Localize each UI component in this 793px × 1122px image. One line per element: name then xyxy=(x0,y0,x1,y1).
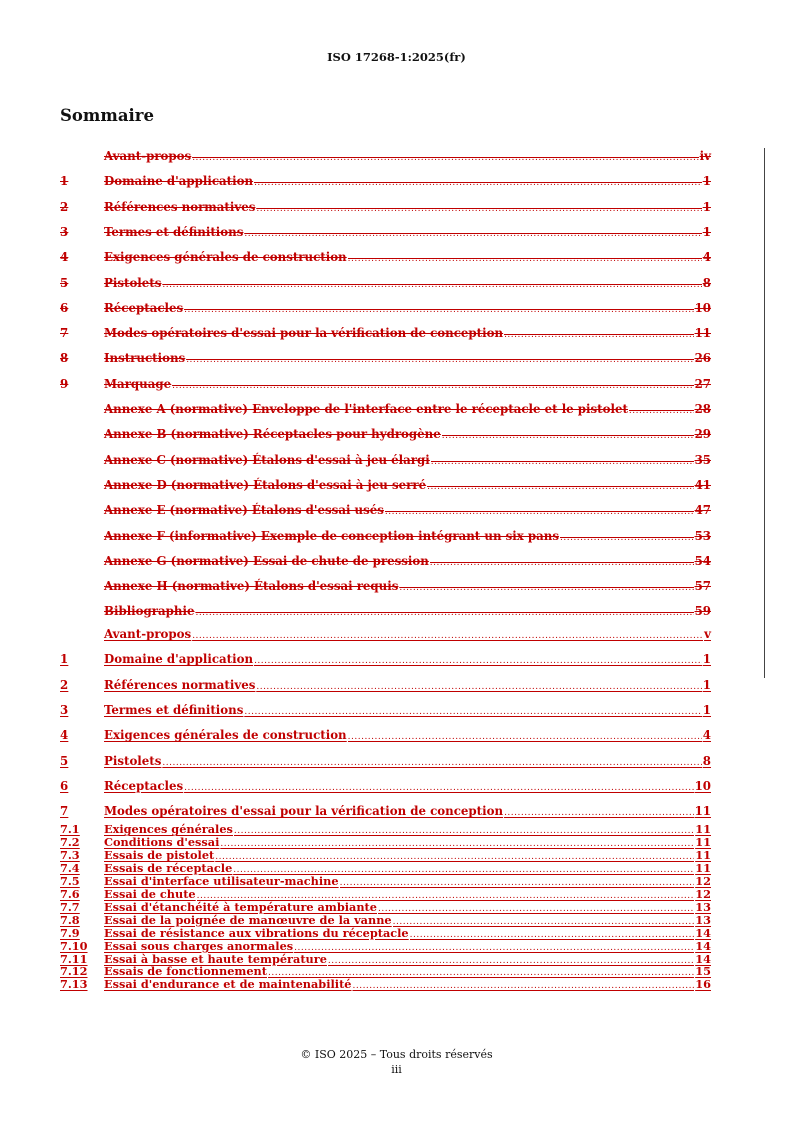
toc-entry-title: Modes opératoires d'essai pour la vérification de conception xyxy=(104,804,504,819)
toc-entry[interactable] xyxy=(60,703,711,717)
toc-entry-page: 14 xyxy=(695,925,711,940)
toc-entry-page: 12 xyxy=(695,873,711,888)
toc-entry-title: Avant-propos xyxy=(104,627,192,641)
toc-entry-leader xyxy=(192,153,698,163)
toc-entry[interactable] xyxy=(60,848,711,862)
toc-title: Sommaire xyxy=(60,106,154,125)
toc-entry-leader xyxy=(184,305,693,315)
toc-entry-number: 2 xyxy=(60,199,69,214)
toc-entry-leader xyxy=(244,707,701,717)
toc-entry-title: Marquage xyxy=(104,376,172,391)
toc-entry-page: 57 xyxy=(694,579,711,594)
toc-entry-page: 54 xyxy=(694,553,711,568)
toc-entry[interactable] xyxy=(60,804,711,818)
toc-entry-leader xyxy=(427,482,694,492)
toc-entry-page: 15 xyxy=(695,964,711,979)
toc-entry-number: 7.6 xyxy=(60,886,80,901)
toc-entry-leader xyxy=(352,981,694,991)
toc-entry-page: 1 xyxy=(702,702,711,717)
toc-entry-leader xyxy=(385,507,694,517)
toc-entry-title: Essais de réceptacle xyxy=(104,860,233,875)
toc-entry-title: Essai sous charges anormales xyxy=(104,938,294,953)
toc-entry[interactable] xyxy=(60,554,711,568)
toc-entry-title: Essais de pistolet xyxy=(104,847,215,862)
toc-entry-number: 3 xyxy=(60,702,69,717)
toc-entry-title: Domaine d'application xyxy=(104,174,254,189)
toc-entry-page: v xyxy=(704,627,711,641)
toc-entry-number: 7.4 xyxy=(60,860,80,875)
toc-entry-leader xyxy=(186,355,693,365)
toc-entry-page: 14 xyxy=(695,951,711,966)
toc-entry-leader xyxy=(172,381,693,391)
toc-entry-title: Références normatives xyxy=(104,199,256,214)
toc-entry-page: 11 xyxy=(694,326,711,341)
toc-entry-number: 6 xyxy=(60,300,69,315)
toc-entry-title: Domaine d'application xyxy=(104,652,254,667)
toc-entry[interactable] xyxy=(60,874,711,888)
toc-entry-leader xyxy=(256,204,701,214)
toc-entry-title: Exigences générales de construction xyxy=(104,728,347,743)
toc-entry-leader xyxy=(244,229,701,239)
toc-entry[interactable] xyxy=(60,427,711,441)
toc-entry-page: 11 xyxy=(695,847,711,862)
toc-entry[interactable] xyxy=(60,779,711,793)
toc-entry[interactable] xyxy=(60,926,711,940)
toc-entry-leader xyxy=(431,457,694,467)
toc-entry[interactable] xyxy=(60,964,711,978)
toc-entry-page: 1 xyxy=(702,199,711,214)
toc-entry-page: 8 xyxy=(702,753,711,768)
toc-entry[interactable] xyxy=(60,977,711,991)
toc-entry-number: 9 xyxy=(60,376,69,391)
toc-entry[interactable] xyxy=(60,913,711,927)
toc-entry[interactable] xyxy=(60,678,711,692)
toc-entry-leader xyxy=(162,758,701,768)
toc-entry-number: 7.7 xyxy=(60,899,80,914)
toc-entry-page: 1 xyxy=(702,652,711,667)
toc-entry-title: Bibliographie xyxy=(104,604,195,619)
toc-entry[interactable] xyxy=(60,604,711,618)
toc-entry-title: Essai à basse et haute température xyxy=(104,951,327,966)
toc-entry-page: 35 xyxy=(694,452,711,467)
toc-entry-leader xyxy=(442,431,694,441)
toc-entry-page: 4 xyxy=(702,250,711,265)
toc-entry-title: Annexe G (normative) Essai de chute de pression xyxy=(104,553,429,568)
toc-entry[interactable] xyxy=(60,351,711,365)
toc-entry-title: Annexe H (normative) Étalons d'essai requis xyxy=(104,579,399,594)
toc-entry-number: 5 xyxy=(60,753,69,768)
toc-entry-title: Conditions d'essai xyxy=(104,834,220,849)
toc-entry[interactable] xyxy=(60,652,711,666)
toc-entry-title: Réceptacles xyxy=(104,778,184,793)
toc-entry-number: 7 xyxy=(60,326,69,341)
toc-entry-title: Termes et définitions xyxy=(104,702,244,717)
toc-entry-title: Essai de résistance aux vibrations du réceptacle xyxy=(104,925,409,940)
toc-entry[interactable] xyxy=(60,887,711,901)
toc-entry-title: Références normatives xyxy=(104,677,256,692)
toc-entry-title: Annexe E (normative) Étalons d'essai usés xyxy=(104,503,384,518)
toc-entry[interactable] xyxy=(60,478,711,492)
toc-entry-number: 6 xyxy=(60,778,69,793)
toc-entry-number: 4 xyxy=(60,728,69,743)
toc-entry-number: 8 xyxy=(60,351,69,366)
toc-entry[interactable] xyxy=(60,900,711,914)
toc-entry[interactable] xyxy=(60,402,711,416)
toc-entry-leader xyxy=(504,808,694,818)
toc-entry-number: 7.9 xyxy=(60,925,80,940)
toc-entry-title: Annexe B (normative) Réceptacles pour hydrogène xyxy=(104,427,441,442)
toc-entry-page: 26 xyxy=(694,351,711,366)
toc-entry-title: Avant-propos xyxy=(104,149,192,163)
toc-entry-page: 12 xyxy=(695,886,711,901)
footer-page-number: iii xyxy=(391,1063,402,1076)
toc-entry-page: 53 xyxy=(694,528,711,543)
toc-entry-number: 3 xyxy=(60,224,69,239)
toc-entry-page: 4 xyxy=(702,728,711,743)
toc-entry-page: 14 xyxy=(695,938,711,953)
toc-entry-page: 11 xyxy=(695,834,711,849)
toc-entry-number: 7.8 xyxy=(60,912,80,927)
toc-entry-page: 1 xyxy=(702,174,711,189)
toc-entry-page: 27 xyxy=(694,376,711,391)
toc-entry-title: Pistolets xyxy=(104,753,162,768)
toc-entry-leader xyxy=(399,583,693,593)
toc-entry[interactable] xyxy=(60,754,711,768)
toc-entry-page: 8 xyxy=(702,275,711,290)
toc-entry-page: 1 xyxy=(702,677,711,692)
toc-entry-leader xyxy=(256,682,701,692)
toc-entry-page: 47 xyxy=(694,503,711,518)
toc-entry[interactable] xyxy=(60,326,711,340)
toc-entry-leader xyxy=(504,330,694,340)
toc-entry-number: 5 xyxy=(60,275,69,290)
toc-entry[interactable] xyxy=(60,627,711,641)
toc-entry-number: 7.13 xyxy=(60,977,88,992)
toc-entry-title: Annexe A (normative) Enveloppe de l'interface entre le réceptacle et le pistolet xyxy=(104,402,628,416)
toc-entry[interactable] xyxy=(60,952,711,966)
toc-entry-page: 16 xyxy=(695,977,711,992)
toc-entry-number: 7.10 xyxy=(60,938,88,953)
toc-entry[interactable] xyxy=(60,728,711,742)
toc-entry-leader xyxy=(348,254,702,264)
toc-entry-page: 28 xyxy=(694,402,711,416)
toc-entry-page: 41 xyxy=(694,477,711,492)
toc-entry-leader xyxy=(162,280,701,290)
toc-entry[interactable] xyxy=(60,939,711,953)
toc-entry-number: 7.5 xyxy=(60,873,80,888)
toc-entry[interactable] xyxy=(60,250,711,264)
toc-entry-leader xyxy=(629,406,694,416)
toc-entry[interactable] xyxy=(60,579,711,593)
toc-entry-page: 13 xyxy=(695,899,711,914)
toc-entry-title: Réceptacles xyxy=(104,300,184,315)
toc-entry[interactable] xyxy=(60,822,711,836)
toc-entry[interactable] xyxy=(60,453,711,467)
document-header: ISO 17268-1:2025(fr) xyxy=(327,50,466,64)
toc-entry-leader xyxy=(560,533,694,543)
toc-entry[interactable] xyxy=(60,377,711,391)
toc-entry[interactable] xyxy=(60,503,711,517)
toc-entry[interactable] xyxy=(60,174,711,188)
footer-copyright: © ISO 2025 – Tous droits réservés xyxy=(300,1048,493,1061)
toc-entry-title: Essai d'étanchéité à température ambiante xyxy=(104,899,377,914)
toc-entry-title: Essai de chute xyxy=(104,886,196,901)
toc-entry-number: 4 xyxy=(60,250,69,265)
toc-entry-title: Pistolets xyxy=(104,275,162,290)
toc-entry-page: 10 xyxy=(694,778,711,793)
toc-entry-number: 7.11 xyxy=(60,951,88,966)
toc-entry-page: 59 xyxy=(694,604,711,619)
toc-entry-leader xyxy=(195,608,693,618)
revision-change-bar xyxy=(764,148,765,678)
toc-entry-number: 7.2 xyxy=(60,834,80,849)
toc-entry-page: 11 xyxy=(694,804,711,819)
toc-entry-page: 29 xyxy=(694,427,711,442)
toc-entry-title: Annexe C (normative) Étalons d'essai à jeu élargi xyxy=(104,452,430,467)
toc-entry-number: 1 xyxy=(60,652,69,667)
toc-entry[interactable] xyxy=(60,835,711,849)
toc-entry[interactable] xyxy=(60,225,711,239)
toc-entry-leader xyxy=(254,656,702,666)
toc-entry-title: Annexe D (normative) Étalons d'essai à jeu serré xyxy=(104,477,427,492)
toc-entry-number: 7 xyxy=(60,804,69,819)
toc-entry-page: 13 xyxy=(695,912,711,927)
toc-entry-page: 10 xyxy=(694,300,711,315)
toc-entry-number: 1 xyxy=(60,174,69,189)
toc-entry-title: Instructions xyxy=(104,351,186,366)
toc-entry-leader xyxy=(192,631,703,641)
toc-entry-title: Essais de fonctionnement xyxy=(104,964,267,979)
toc-entry-title: Essai d'interface utilisateur-machine xyxy=(104,873,339,888)
toc-entry[interactable] xyxy=(60,149,711,163)
toc-entry-leader xyxy=(184,783,693,793)
toc-entry-number: 7.12 xyxy=(60,964,88,979)
toc-entry-number: 7.1 xyxy=(60,822,80,836)
toc-entry-page: 1 xyxy=(702,224,711,239)
toc-entry-page: iv xyxy=(699,149,711,163)
toc-entry-title: Termes et définitions xyxy=(104,224,244,239)
toc-entry-title: Essai d'endurance et de maintenabilité xyxy=(104,977,352,992)
toc-entry-title: Exigences générales xyxy=(104,822,233,836)
toc-entry-page: 11 xyxy=(695,860,711,875)
toc-entry-title: Essai de la poignée de manœuvre de la vanne xyxy=(104,912,392,927)
toc-entry-leader xyxy=(348,732,702,742)
toc-entry[interactable] xyxy=(60,276,711,290)
toc-entry-title: Annexe F (informative) Exemple de conception intégrant un six pans xyxy=(104,528,559,543)
toc-entry[interactable] xyxy=(60,301,711,315)
toc-entry-number: 7.3 xyxy=(60,847,80,862)
toc-entry-title: Exigences générales de construction xyxy=(104,250,347,265)
toc-entry-page: 11 xyxy=(695,822,711,836)
toc-entry[interactable] xyxy=(60,529,711,543)
toc-entry[interactable] xyxy=(60,861,711,875)
toc-entry-title: Modes opératoires d'essai pour la vérification de conception xyxy=(104,326,504,341)
toc-entry-leader xyxy=(254,178,702,188)
toc-entry-leader xyxy=(430,558,694,568)
toc-entry[interactable] xyxy=(60,200,711,214)
toc-entry-number: 2 xyxy=(60,677,69,692)
